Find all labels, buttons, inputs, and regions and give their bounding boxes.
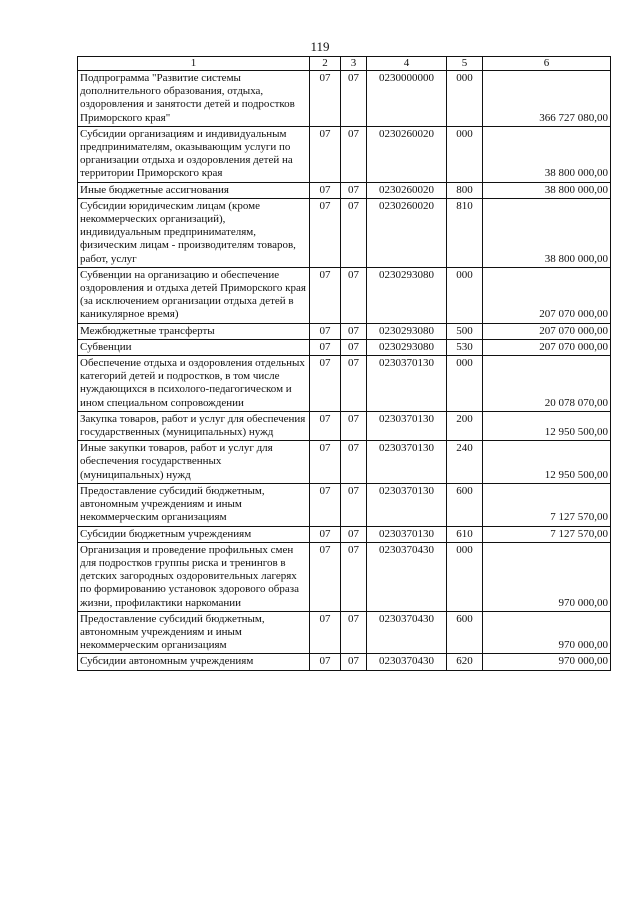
item-name-cell: Субсидии бюджетным учреждениям	[78, 526, 310, 542]
item-name-cell: Закупка товаров, работ и услуг для обеспечения государственных (муниципальных) нужд	[78, 411, 310, 440]
table-row	[78, 483, 611, 526]
target-code-cell: 0230370130	[367, 356, 447, 412]
table-row	[78, 356, 611, 412]
item-name-cell: Предоставление субсидий бюджетным, автономным учреждениям и иным некоммерческим организациям	[78, 483, 310, 526]
amount-cell: 38 800 000,00	[483, 182, 611, 198]
amount-cell: 970 000,00	[483, 611, 611, 654]
expense-type-cell: 000	[447, 126, 483, 182]
table-header-row	[78, 57, 611, 71]
amount-cell: 366 727 080,00	[483, 71, 611, 127]
section-cell: 07	[310, 441, 341, 484]
subsection-cell: 07	[341, 411, 367, 440]
budget-table	[77, 56, 611, 671]
subsection-cell: 07	[341, 483, 367, 526]
section-cell: 07	[310, 542, 341, 611]
expense-type-cell: 600	[447, 611, 483, 654]
expense-type-cell: 530	[447, 339, 483, 355]
expense-type-cell: 000	[447, 356, 483, 412]
column-header: 1	[78, 57, 310, 71]
amount-cell: 38 800 000,00	[483, 198, 611, 267]
section-cell: 07	[310, 483, 341, 526]
target-code-cell: 0230260020	[367, 198, 447, 267]
subsection-cell: 07	[341, 356, 367, 412]
target-code-cell: 0230370130	[367, 483, 447, 526]
column-header: 2	[310, 57, 341, 71]
table-row	[78, 323, 611, 339]
item-name-cell: Организация и проведение профильных смен для подростков группы риска и тренингов в детских загородных оздоровительных лагерях по формированию установок здорового образа жизни, профилактики наркомании	[78, 542, 310, 611]
target-code-cell: 0230370130	[367, 441, 447, 484]
amount-cell: 7 127 570,00	[483, 526, 611, 542]
subsection-cell: 07	[341, 339, 367, 355]
target-code-cell: 0230370130	[367, 526, 447, 542]
expense-type-cell: 620	[447, 654, 483, 670]
item-name-cell: Субсидии юридическим лицам (кроме некоммерческих организаций), индивидуальным предпринимателям, физическим лицам - производителям товаров, работ, услуг	[78, 198, 310, 267]
column-header: 5	[447, 57, 483, 71]
section-cell: 07	[310, 411, 341, 440]
section-cell: 07	[310, 126, 341, 182]
expense-type-cell: 600	[447, 483, 483, 526]
expense-type-cell: 240	[447, 441, 483, 484]
item-name-cell: Подпрограмма "Развитие системы дополнительного образования, отдыха, оздоровления и занятости детей и подростков Приморского края"	[78, 71, 310, 127]
expense-type-cell: 810	[447, 198, 483, 267]
expense-type-cell: 500	[447, 323, 483, 339]
amount-cell: 12 950 500,00	[483, 441, 611, 484]
section-cell: 07	[310, 182, 341, 198]
expense-type-cell: 000	[447, 267, 483, 323]
target-code-cell: 0230293080	[367, 339, 447, 355]
amount-cell: 20 078 070,00	[483, 356, 611, 412]
section-cell: 07	[310, 611, 341, 654]
amount-cell: 207 070 000,00	[483, 267, 611, 323]
section-cell: 07	[310, 198, 341, 267]
table-row	[78, 339, 611, 355]
section-cell: 07	[310, 323, 341, 339]
section-cell: 07	[310, 526, 341, 542]
target-code-cell: 0230000000	[367, 71, 447, 127]
expense-type-cell: 610	[447, 526, 483, 542]
target-code-cell: 0230370430	[367, 654, 447, 670]
amount-cell: 207 070 000,00	[483, 323, 611, 339]
item-name-cell: Иные закупки товаров, работ и услуг для обеспечения государственных (муниципальных) нужд	[78, 441, 310, 484]
table-row	[78, 411, 611, 440]
expense-type-cell: 000	[447, 71, 483, 127]
table-row	[78, 526, 611, 542]
amount-cell: 207 070 000,00	[483, 339, 611, 355]
item-name-cell: Субвенции	[78, 339, 310, 355]
subsection-cell: 07	[341, 654, 367, 670]
subsection-cell: 07	[341, 441, 367, 484]
column-header: 4	[367, 57, 447, 71]
item-name-cell: Субсидии автономным учреждениям	[78, 654, 310, 670]
section-cell: 07	[310, 356, 341, 412]
amount-cell: 970 000,00	[483, 654, 611, 670]
subsection-cell: 07	[341, 198, 367, 267]
amount-cell: 12 950 500,00	[483, 411, 611, 440]
table-row	[78, 611, 611, 654]
item-name-cell: Межбюджетные трансферты	[78, 323, 310, 339]
amount-cell: 7 127 570,00	[483, 483, 611, 526]
subsection-cell: 07	[341, 526, 367, 542]
page-number: 119	[310, 39, 330, 54]
table-row	[78, 441, 611, 484]
target-code-cell: 0230260020	[367, 126, 447, 182]
target-code-cell: 0230370130	[367, 411, 447, 440]
target-code-cell: 0230370430	[367, 611, 447, 654]
table-row	[78, 71, 611, 127]
table-row	[78, 198, 611, 267]
subsection-cell: 07	[341, 323, 367, 339]
section-cell: 07	[310, 267, 341, 323]
expense-type-cell: 000	[447, 542, 483, 611]
subsection-cell: 07	[341, 126, 367, 182]
amount-cell: 970 000,00	[483, 542, 611, 611]
section-cell: 07	[310, 71, 341, 127]
table-row	[78, 542, 611, 611]
target-code-cell: 0230260020	[367, 182, 447, 198]
amount-cell: 38 800 000,00	[483, 126, 611, 182]
expense-type-cell: 200	[447, 411, 483, 440]
subsection-cell: 07	[341, 611, 367, 654]
subsection-cell: 07	[341, 182, 367, 198]
subsection-cell: 07	[341, 267, 367, 323]
section-cell: 07	[310, 654, 341, 670]
item-name-cell: Предоставление субсидий бюджетным, автономным учреждениям и иным некоммерческим организациям	[78, 611, 310, 654]
subsection-cell: 07	[341, 71, 367, 127]
target-code-cell: 0230293080	[367, 323, 447, 339]
item-name-cell: Иные бюджетные ассигнования	[78, 182, 310, 198]
table-row	[78, 126, 611, 182]
table-row	[78, 654, 611, 670]
item-name-cell: Субсидии организациям и индивидуальным предпринимателям, оказывающим услуги по организации отдыха и оздоровления детей на территории Приморского края	[78, 126, 310, 182]
table-row	[78, 267, 611, 323]
section-cell: 07	[310, 339, 341, 355]
table-row	[78, 182, 611, 198]
target-code-cell: 0230370430	[367, 542, 447, 611]
column-header: 3	[341, 57, 367, 71]
expense-type-cell: 800	[447, 182, 483, 198]
column-header: 6	[483, 57, 611, 71]
target-code-cell: 0230293080	[367, 267, 447, 323]
subsection-cell: 07	[341, 542, 367, 611]
item-name-cell: Субвенции на организацию и обеспечение оздоровления и отдыха детей Приморского края (за исключением организации отдыха детей в каникулярное время)	[78, 267, 310, 323]
item-name-cell: Обеспечение отдыха и оздоровления отдельных категорий детей и подростков, в том числе нуждающихся в психолого-педагогическом и ином специальном сопровождении	[78, 356, 310, 412]
